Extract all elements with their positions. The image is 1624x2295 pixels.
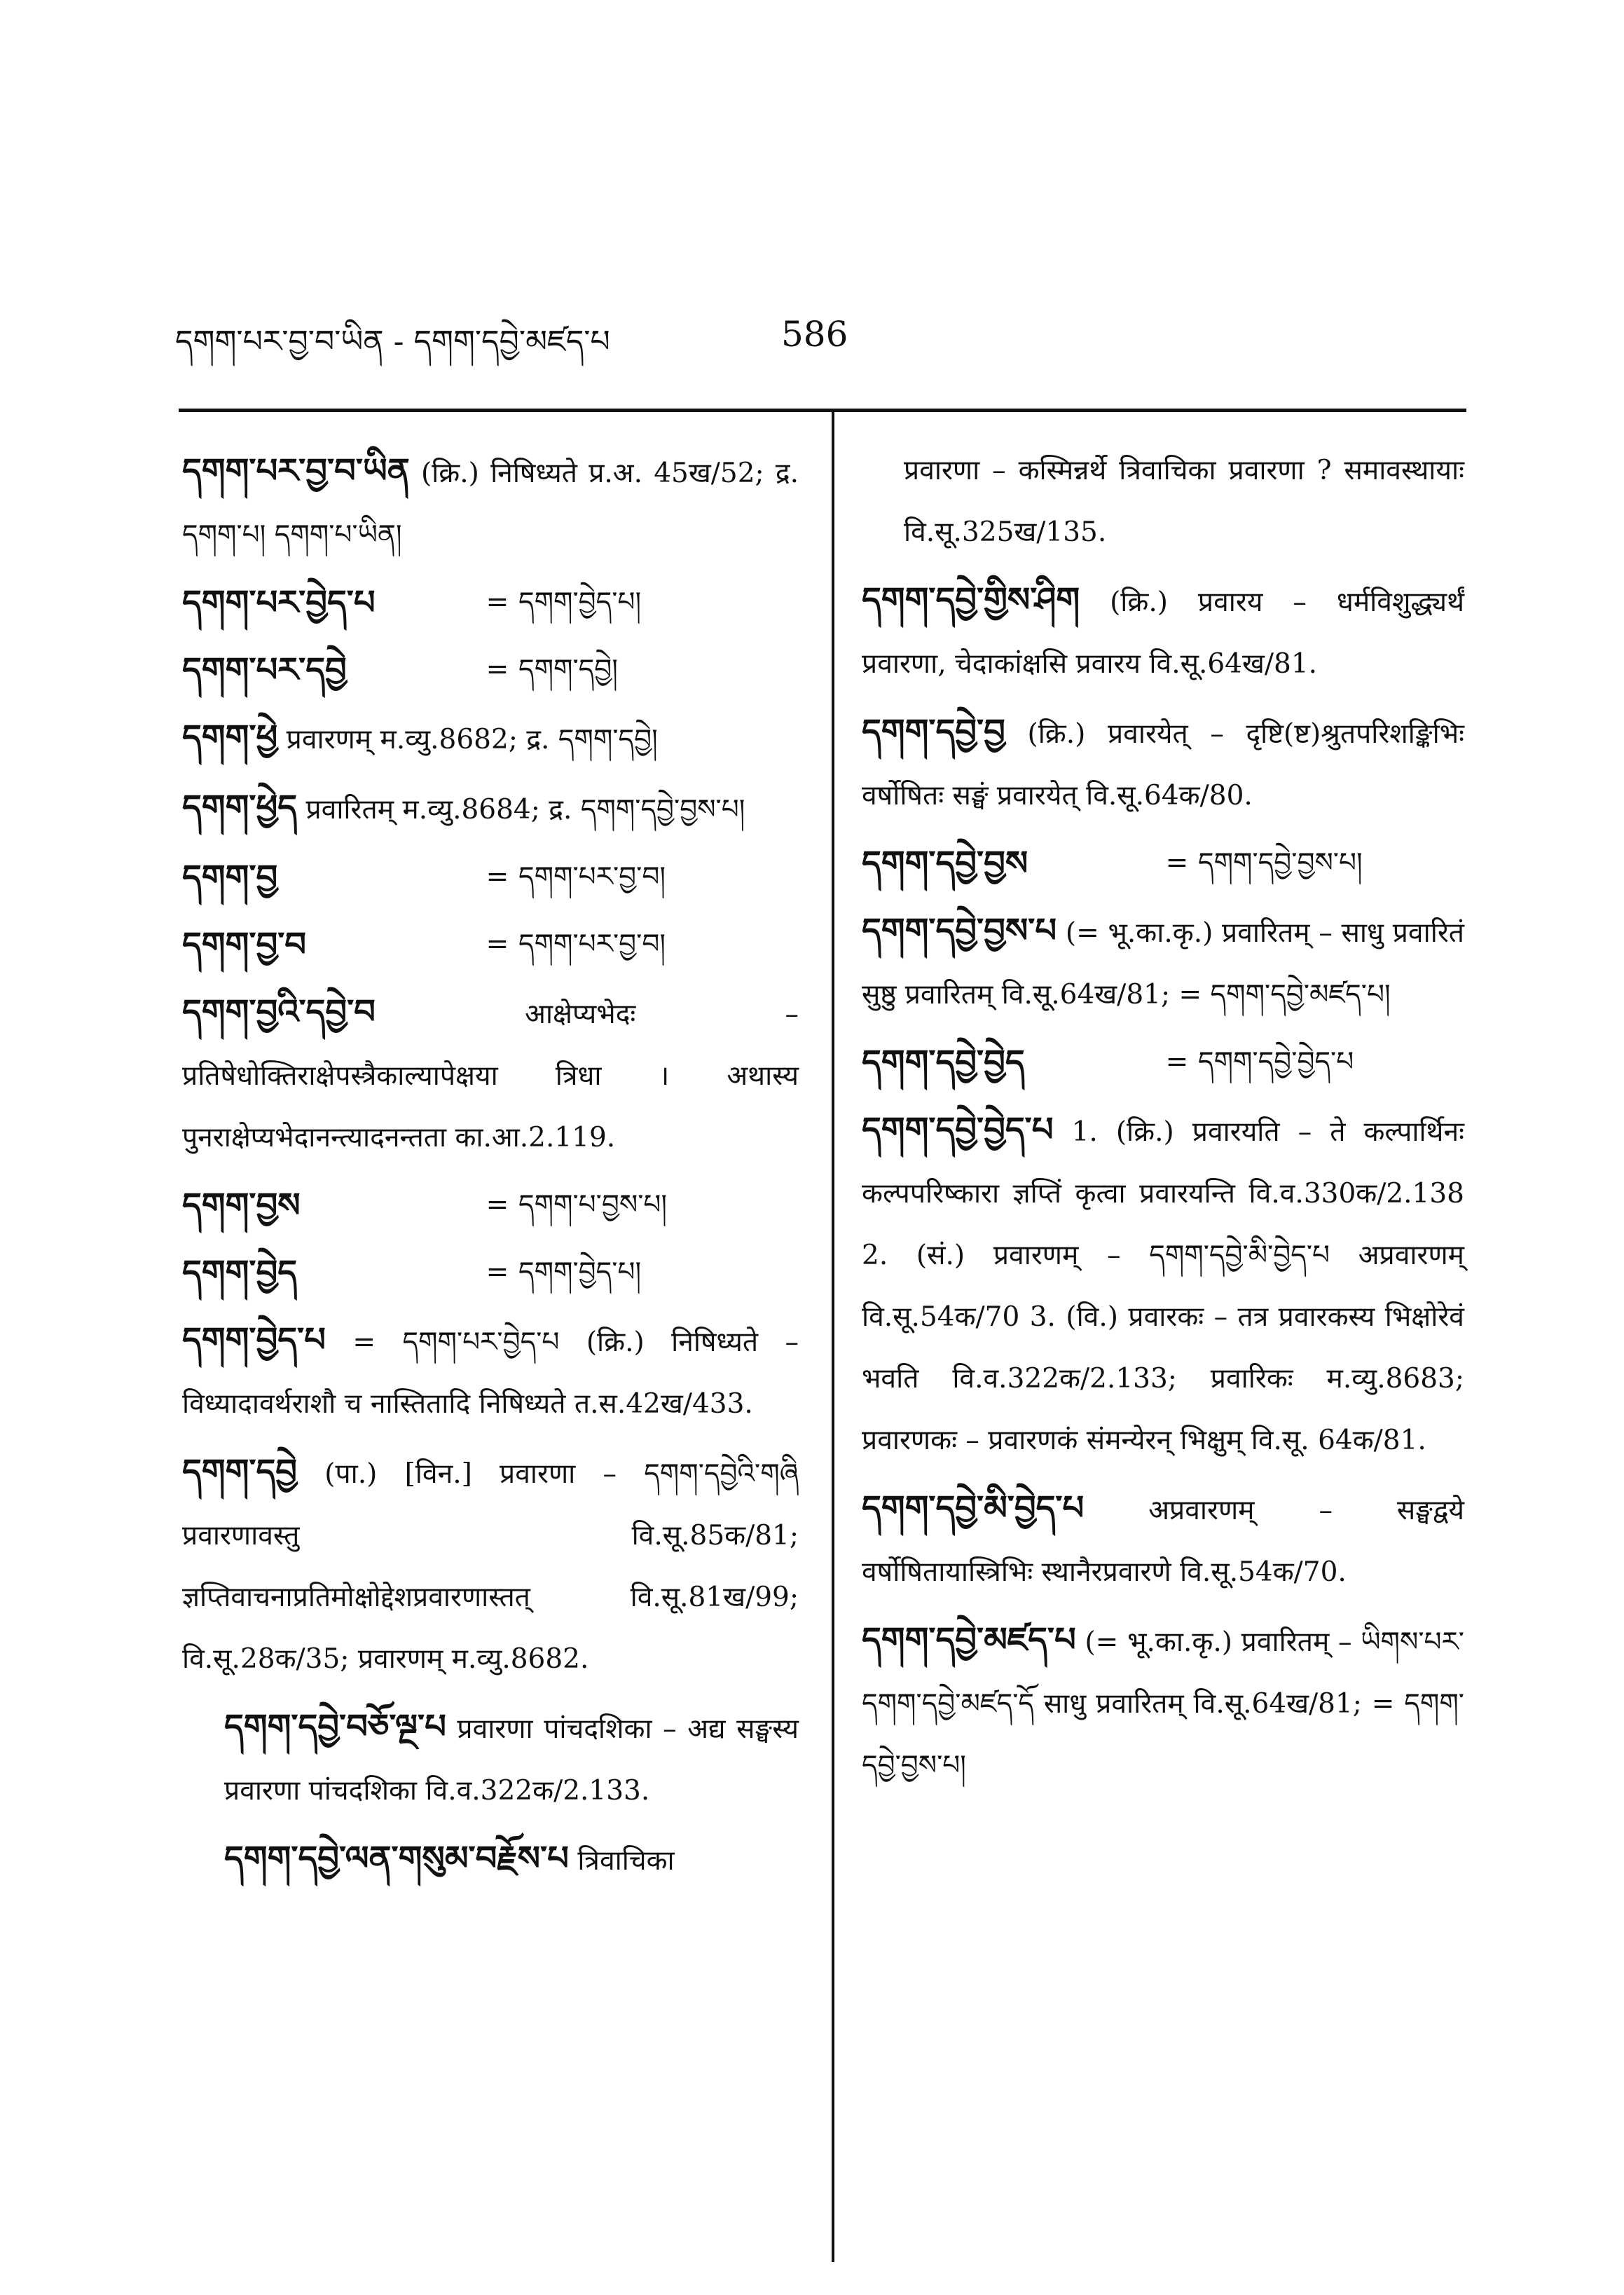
entry <box>862 1609 1464 1797</box>
entry <box>182 572 799 633</box>
equals-sign: = <box>486 1189 509 1221</box>
entry <box>182 1441 799 1690</box>
page-number: 586 <box>781 314 848 355</box>
headword: དགག་དབྱེ་བཅོ་ལྔ་པ <box>224 1707 446 1746</box>
headword: དགག་དབྱེ་བྱེད <box>862 1043 1025 1082</box>
left-column <box>182 440 799 1892</box>
entry <box>182 639 799 701</box>
headword: དགག་དབྱེ་བྱས <box>862 844 1028 883</box>
equals-sign: = <box>486 861 509 893</box>
entry <box>182 847 799 908</box>
headword: དགག་ཕྱེད <box>182 788 298 827</box>
entry-text: (क्रि.) प्रवारय – धर्मविशुद्ध्यर्थं प्रवारणा, चेदाकांक्षसि प्रवारय वि.सू.64ख/81. <box>862 587 1464 680</box>
entry-continuation <box>862 440 1464 563</box>
cross-reference: དགག་པར་བྱ་བ། <box>518 861 666 893</box>
equals-sign: = <box>486 929 509 960</box>
entry-text: प्रवारणा – कस्मिन्नर्थे त्रिवाचिका प्रवारणा ? समावस्थायाः वि.सू.325ख/135. <box>904 455 1464 548</box>
running-head: དགག་པར་བྱ་བ་ཡིན - དགག་དབྱེ་མཛད་པ <box>175 324 610 359</box>
headword: དགག་དབྱེ་བྱ <box>862 712 1005 751</box>
entry-text: प्रवारणा पांचदशिका – अद्य सङ्घस्य प्रवारणा पांचदशिका वि.व.322क/2.133. <box>224 1713 799 1807</box>
equals-sign: = <box>486 654 509 685</box>
headword: དགག་བྱེད་པ <box>182 1320 326 1359</box>
cross-reference: དགག་བྱེད་པ། <box>518 1256 642 1288</box>
entry <box>182 1174 799 1236</box>
entry <box>862 1032 1464 1093</box>
headword: དགག་དབྱེ་མཛད་པ <box>862 1620 1076 1659</box>
entry-text: अप्रवारणम् – सङ्घद्वये वर्षोषितायास्त्रिभिः स्थानैरप्रवारणे वि.सू.54क/70. <box>862 1495 1464 1588</box>
entry <box>862 833 1464 894</box>
entry <box>182 1309 799 1435</box>
entry <box>182 914 799 975</box>
headword: དགག་པར་བྱ་བ་ཡིན <box>182 451 410 491</box>
entry <box>862 701 1464 827</box>
headword: དགག་བྱའི་དབྱེ་བ <box>182 992 376 1032</box>
headword: དགག་དབྱེ་བྱས་པ <box>862 911 1057 950</box>
equals-sign: = <box>486 587 509 618</box>
entry <box>182 706 799 771</box>
cross-reference: དགག་དབྱེ། <box>518 654 618 685</box>
headword: དགག་དབྱེ་ལན་གསུམ་བརྗོས་པ <box>224 1839 569 1878</box>
sub-entry <box>182 1696 799 1822</box>
entry <box>862 900 1464 1026</box>
entry <box>182 776 799 841</box>
entry-text: आक्षेप्यभेदः – प्रतिषेधोक्तिराक्षेपस्त्रैकाल्यापेक्षया त्रिधा । अथास्य पुनराक्षेप्यभेदानन्त्यादनन्तता का.आ.2.119. <box>182 999 799 1153</box>
entry-text: (क्रि.) निषिध्यते प्र.अ. 45ख/52; द्र. དགག་པ། དགག་པ་ཡིན། <box>182 458 799 551</box>
cross-reference: དགག་དབྱེ་བྱས་པ། <box>1198 847 1363 879</box>
entry-text: त्रिवाचिका <box>577 1845 675 1877</box>
headword: དགག་བྱ་བ <box>182 925 307 964</box>
cross-reference: དགག་དབྱེ་བྱེད་པ <box>1198 1046 1354 1078</box>
column-divider <box>832 412 834 2262</box>
cross-reference: དགག་བྱེད་པ། <box>518 587 642 618</box>
headword: དགག་པར་བྱེད་པ <box>182 583 376 622</box>
entry-text: 1. (क्रि.) प्रवारयति – ते कल्पार्थिनः कल्पपरिष्कारा ज्ञप्तिं कृत्वा प्रवारयन्ति वि.व.330क/2.138 2. (सं.) प्रवारणम् – དགག་དབྱེ་མི་བྱེད་པ अप्रवारणम् वि.सू.54क/70 3. (वि.) प्रवारकः – तत्र प्रवारकस्य भिक्षोरेवं भवति वि.व.322क/2.133; प्रवारिकः म.व्यु.8683; प्रवारणकः – प्रवारणकं संमन्येरन् भिक्षुम् वि.सू. 64क/81. <box>862 1116 1464 1456</box>
entry-text: (= भू.का.कृ.) प्रवारितम् – ཡིགས་པར་དགག་དབྱེ་མཛད་དོ साधु प्रवारितम् वि.सू.64ख/81; = དགག་དབྱེ་བྱས་པ། <box>862 1626 1464 1781</box>
entry <box>182 1242 799 1303</box>
headword: དགག་དབྱེ་གྱིས་ཤིག <box>862 580 1080 619</box>
entry <box>182 440 799 566</box>
entry-text: = དགག་པར་བྱེད་པ (क्रि.) निषिध्यते – विध्यादावर्थराशौ च नास्तितादि निषिध्यते त.स.42ख/433. <box>182 1327 799 1420</box>
headword: དགག་དབྱེ <box>182 1452 298 1491</box>
headword: དགག་བྱ <box>182 858 278 897</box>
entry <box>862 1099 1464 1472</box>
entry-text: (पा.) [विन.] प्रवारणा – དགག་དབྱེའི་གཞི प्रवारणावस्तु वि.सू.85क/81; ज्ञप्तिवाचनाप्रतिमोक्षोद्देशप्रवारणास्तत् वि.सू.81ख/99; वि.सू.28क/35; प्रवारणम् म.व्यु.8682. <box>182 1458 799 1675</box>
entry-text: प्रवारणम् म.व्यु.8682; द्र. དགག་དབྱེ། <box>286 724 658 755</box>
headword: དགག་ཕྱེ <box>182 718 278 757</box>
equals-sign: = <box>1165 1046 1189 1078</box>
equals-sign: = <box>1165 847 1189 879</box>
headword: དགག་དབྱེ་མི་བྱེད་པ <box>862 1488 1085 1528</box>
entry-text: (= भू.का.कृ.) प्रवारितम् – साधु प्रवारितं सुष्ठु प्रवारितम् वि.सू.64ख/81; = དགག་དབྱེ་མཛད་པ། <box>862 917 1464 1011</box>
header-rule <box>179 409 1466 412</box>
headword: དགག་དབྱེ་བྱེད་པ <box>862 1110 1054 1149</box>
right-column <box>862 440 1464 1797</box>
entry <box>862 1477 1464 1603</box>
headword: དགག་པར་དབྱེ <box>182 650 347 690</box>
equals-sign: = <box>486 1256 509 1288</box>
cross-reference: དགག་པ་བྱས་པ། <box>518 1189 668 1221</box>
entry <box>182 981 799 1169</box>
headword: དགག་བྱས <box>182 1186 301 1225</box>
entry-text: (क्रि.) प्रवारयेत् – दृष्टि(ष्ट)श्रुतपरिशङ्किभिः वर्षोषितः सङ्घं प्रवारयेत् वि.सू.64क/80. <box>862 718 1464 811</box>
sub-entry <box>182 1828 799 1892</box>
entry <box>862 569 1464 695</box>
headword: དགག་བྱེད <box>182 1253 298 1292</box>
cross-reference: དགག་པར་བྱ་བ། <box>518 929 666 960</box>
entry-text: प्रवारितम् म.व्यु.8684; द्र. དགག་དབྱེ་བྱས་པ། <box>305 794 745 825</box>
